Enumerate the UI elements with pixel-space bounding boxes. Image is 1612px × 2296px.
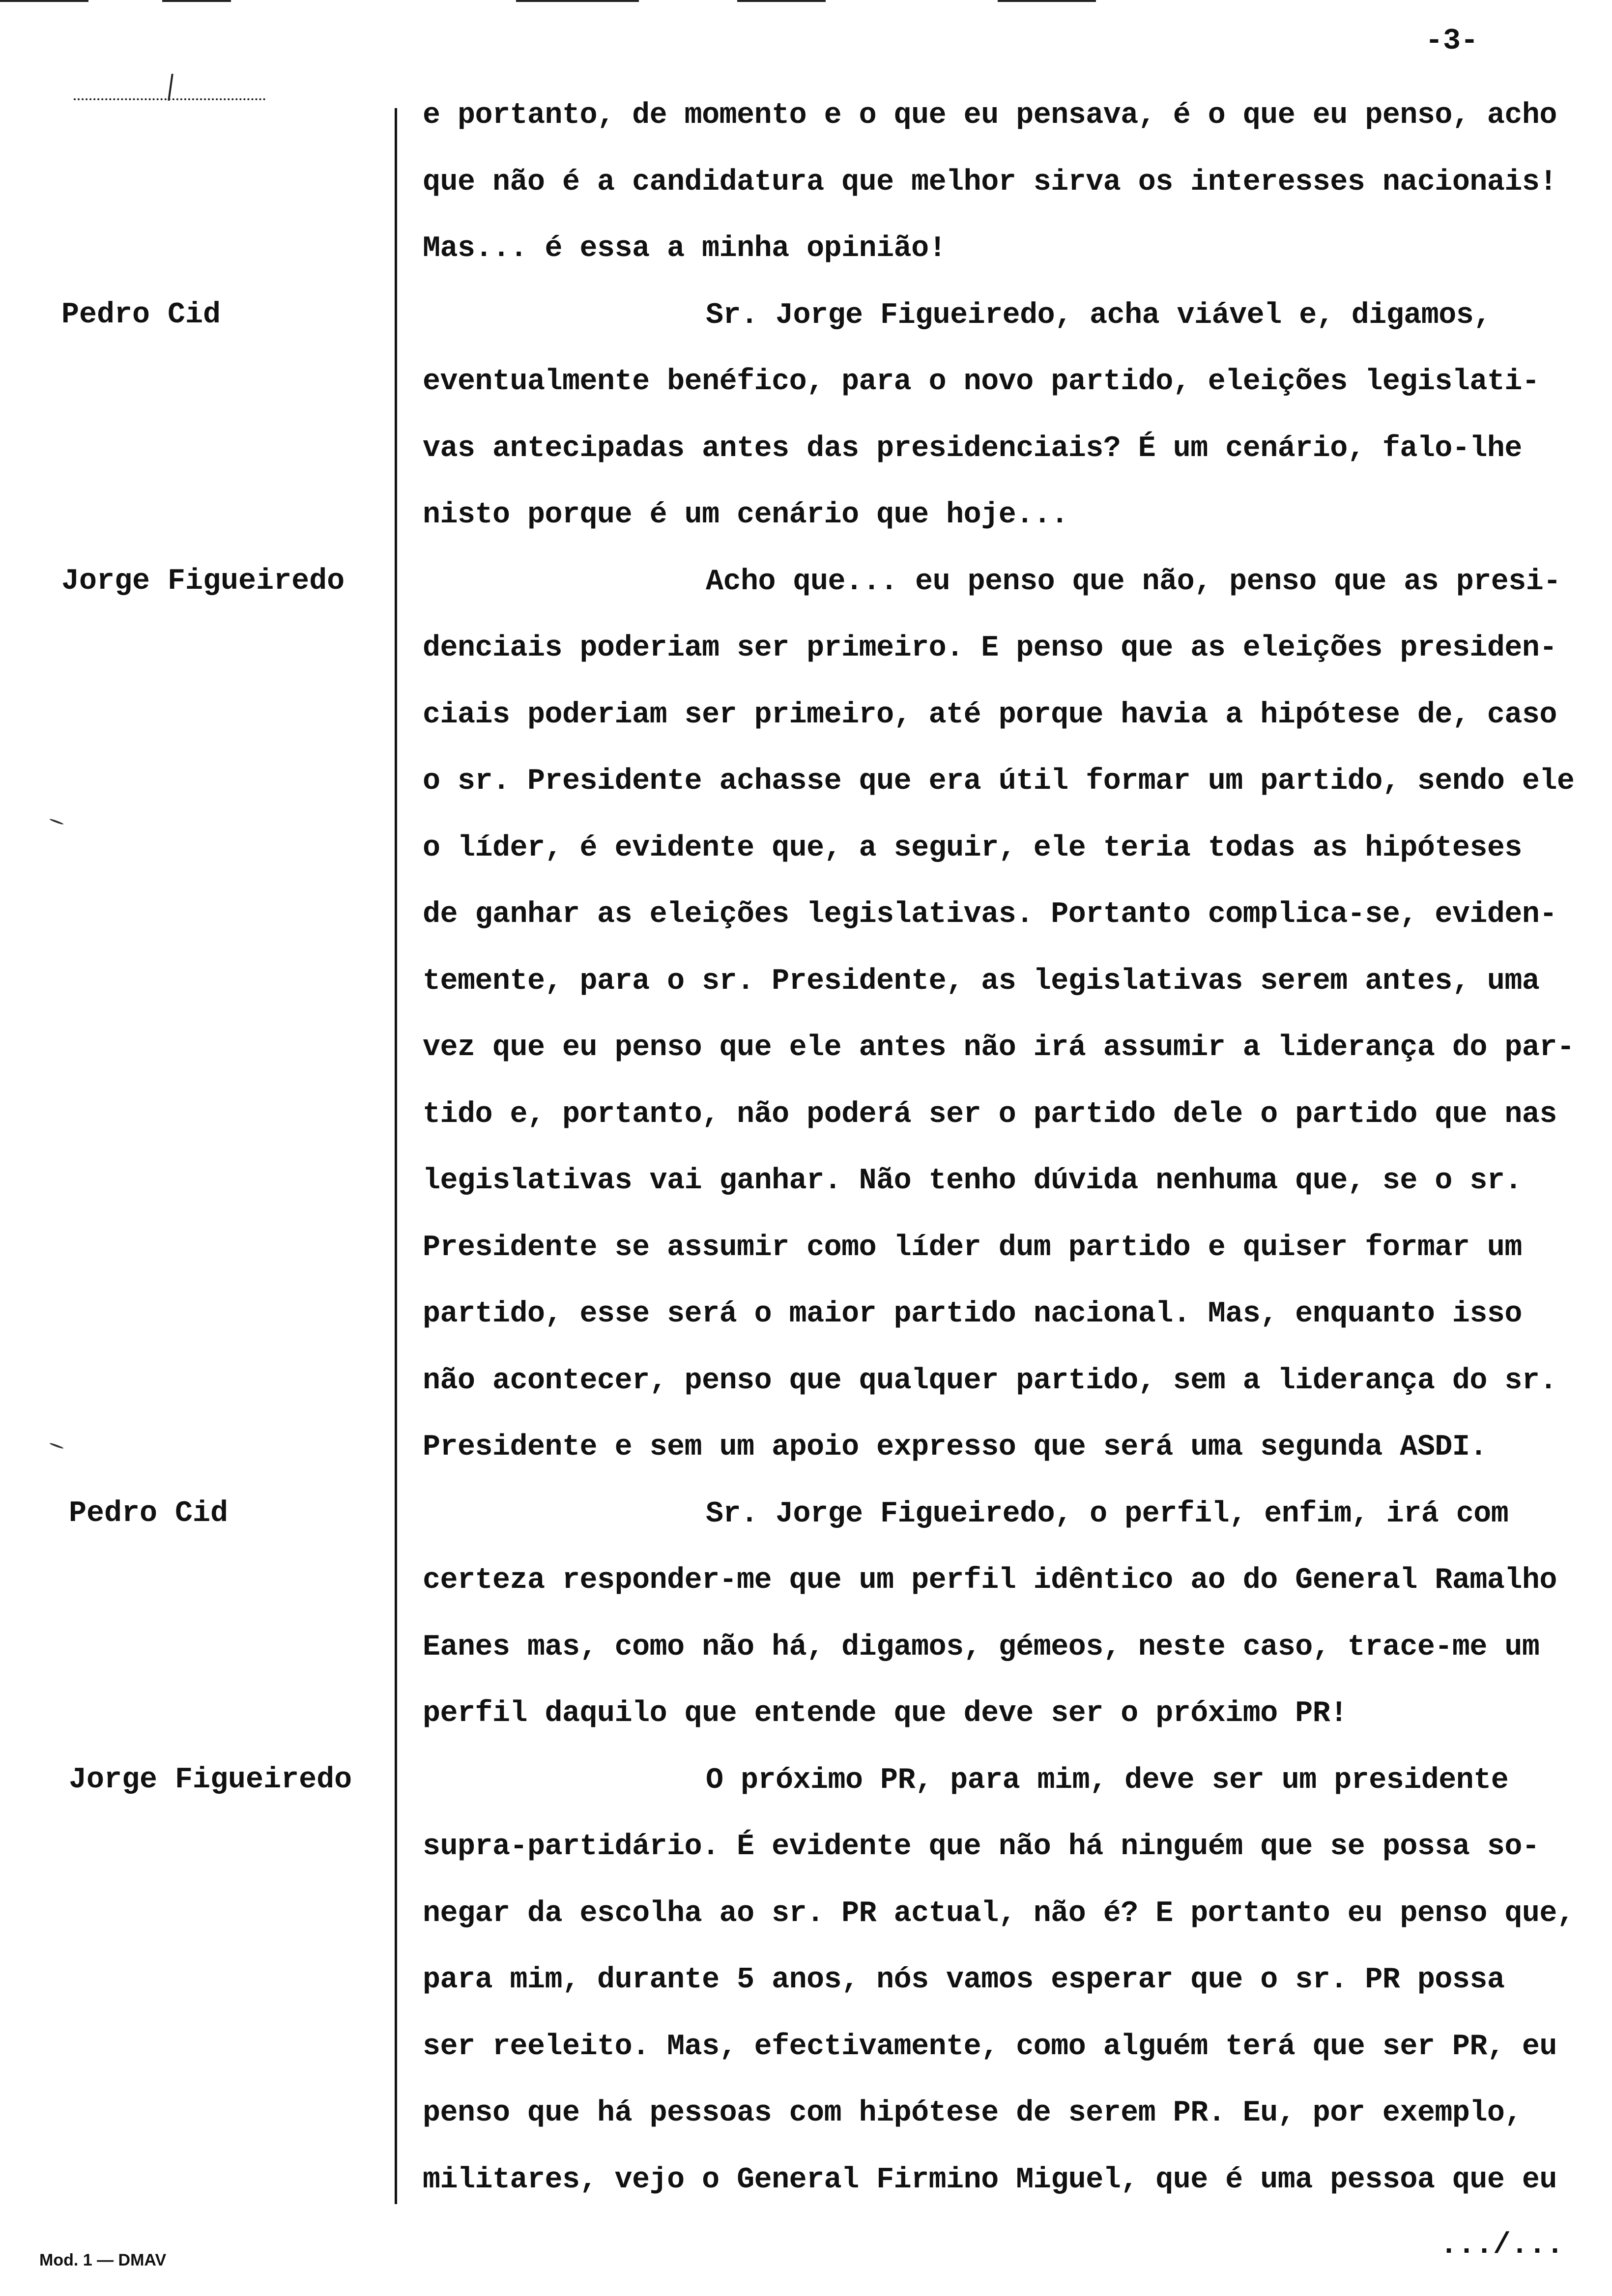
text-line: temente, para o sr. Presidente, as legislativas serem antes, uma — [423, 964, 1540, 998]
text-line: penso que há pessoas com hipótese de serem PR. Eu, por exemplo, — [423, 2096, 1522, 2130]
margin-smudge — [49, 1442, 64, 1449]
transcript-body — [423, 83, 1602, 2213]
speaker-label: Pedro Cid — [69, 1497, 229, 1530]
text-line: militares, vejo o General Firmino Miguel, que é uma pessoa que eu — [423, 2163, 1557, 2197]
text-line: Presidente se assumir como líder dum partido e quiser formar um — [423, 1231, 1522, 1264]
text-line: nisto porque é um cenário que hoje... — [423, 498, 1068, 532]
margin-smudge — [49, 818, 64, 825]
text-line: o sr. Presidente achasse que era útil formar um partido, sendo ele — [423, 765, 1575, 798]
text-line: Mas... é essa a minha opinião! — [423, 232, 947, 265]
text-line: e portanto, de momento e o que eu pensava, é o que eu penso, acho — [423, 99, 1557, 132]
text-line: tido e, portanto, não poderá ser o partido dele o partido que nas — [423, 1097, 1557, 1131]
text-line: Sr. Jorge Figueiredo, acha viável e, digamos, — [706, 298, 1491, 332]
text-line: para mim, durante 5 anos, nós vamos esperar que o sr. PR possa — [423, 1963, 1505, 1997]
speaker-label: Pedro Cid — [61, 298, 221, 332]
margin-tick-mark — [168, 74, 173, 101]
scan-edge-mark — [998, 0, 1096, 2]
text-line: Presidente e sem um apoio expresso que será uma segunda ASDI. — [423, 1431, 1487, 1464]
text-line: o líder, é evidente que, a seguir, ele teria todas as hipóteses — [423, 831, 1522, 865]
text-line: denciais poderiam ser primeiro. E penso que as eleições presiden- — [423, 631, 1557, 665]
speaker-label: Jorge Figueiredo — [69, 1763, 352, 1797]
scan-edge-mark — [0, 0, 88, 2]
page-number: -3- — [1425, 25, 1479, 58]
text-line: supra-partidário. É evidente que não há ninguém que se possa so- — [423, 1830, 1540, 1864]
scan-edge-mark — [737, 0, 826, 2]
text-line: O próximo PR, para mim, deve ser um presidente — [706, 1763, 1509, 1797]
continuation-mark: .../... — [1440, 2229, 1564, 2262]
text-line: ciais poderiam ser primeiro, até porque havia a hipótese de, caso — [423, 698, 1557, 732]
text-line: certeza responder-me que um perfil idêntico ao do General Ramalho — [423, 1564, 1557, 1597]
text-line: Eanes mas, como não há, digamos, gémeos, neste caso, trace-me um — [423, 1630, 1540, 1664]
text-line: vas antecipadas antes das presidenciais? É um cenário, falo-lhe — [423, 431, 1522, 465]
text-line: eventualmente benéfico, para o novo partido, eleições legislati- — [423, 365, 1540, 399]
text-line: partido, esse será o maior partido nacional. Mas, enquanto isso — [423, 1297, 1522, 1331]
text-line: ser reeleito. Mas, efectivamente, como alguém terá que ser PR, eu — [423, 2030, 1557, 2064]
speaker-label: Jorge Figueiredo — [61, 565, 345, 598]
text-line: legislativas vai ganhar. Não tenho dúvida nenhuma que, se o sr. — [423, 1164, 1522, 1198]
text-line: de ganhar as eleições legislativas. Portanto complica-se, eviden- — [423, 898, 1557, 931]
text-line: Acho que... eu penso que não, penso que as presi- — [706, 565, 1561, 599]
text-line: não acontecer, penso que qualquer partido, sem a liderança do sr. — [423, 1364, 1557, 1398]
form-footer: Mod. 1 — DMAV — [39, 2251, 167, 2269]
text-line: negar da escolha ao sr. PR actual, não é? E portanto eu penso que, — [423, 1896, 1575, 1930]
margin-rule — [395, 108, 397, 2204]
text-line: Sr. Jorge Figueiredo, o perfil, enfim, irá com — [706, 1497, 1509, 1531]
text-line: que não é a candidatura que melhor sirva os interesses nacionais! — [423, 165, 1557, 199]
scan-edge-mark — [162, 0, 231, 2]
text-line: vez que eu penso que ele antes não irá assumir a liderança do par- — [423, 1031, 1575, 1064]
text-line: perfil daquilo que entende que deve ser o próximo PR! — [423, 1697, 1348, 1730]
scan-edge-mark — [516, 0, 639, 2]
